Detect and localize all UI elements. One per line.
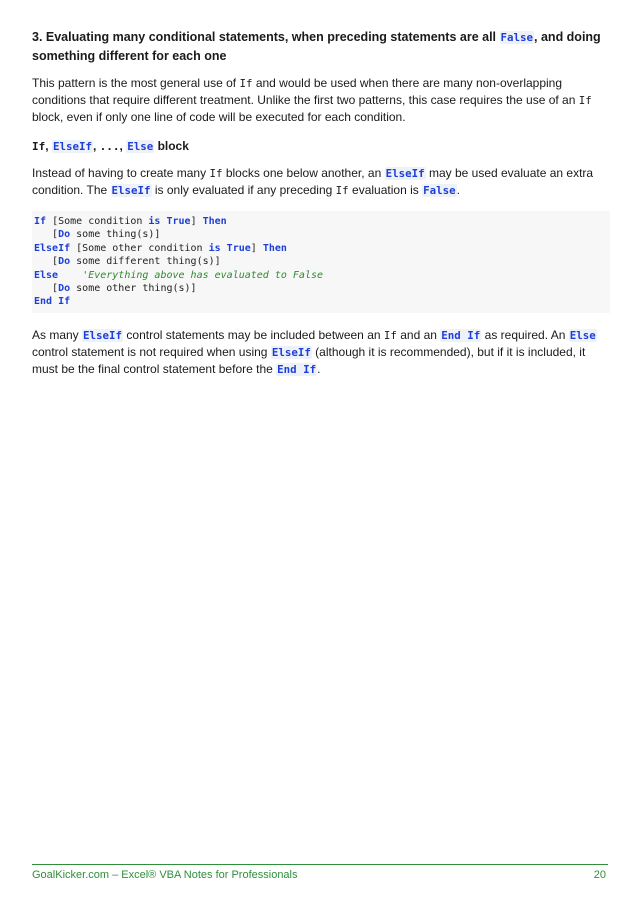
- code-block: [32, 211, 610, 313]
- footer-source: GoalKicker.com – Excel® VBA Notes for Professionals: [32, 869, 298, 881]
- code-line: [Do some other thing(s)]: [34, 283, 197, 295]
- code-comment: 'Everything above has evaluated to False: [82, 269, 324, 281]
- explanation-paragraph: Instead of having to create many If blocks one below another, an ElseIf may be used evaluate an extra condition. The ElseIf is only evaluated if any preceding If evaluation is False.: [32, 166, 594, 197]
- closing-paragraph: As many ElseIf control statements may be included between an If and an End If as required. An Else control statement is not required when using ElseIf (although it is recommended), but if it is included, it must be the final control statement before the End If.: [32, 327, 596, 376]
- subheading: If, ElseIf, ..., Else block: [32, 139, 189, 153]
- code-line: If [Some condition is True] Then: [34, 216, 227, 227]
- page-content: [32, 28, 610, 390]
- page-number: 20: [593, 869, 606, 881]
- code-line: ElseIf [Some other condition is True] Then: [34, 242, 287, 254]
- keyword-false: False: [500, 31, 534, 44]
- code-line: [Do some different thing(s)]: [34, 256, 221, 268]
- code-line: [Do some thing(s)]: [34, 229, 161, 241]
- page-footer: [32, 864, 608, 881]
- code-line: End If: [34, 296, 71, 308]
- intro-paragraph: This pattern is the most general use of If and would be used when there are many non-overlapping conditions that require different treatment. Unlike the first two patterns, this case requires the use of an If block, even if only one line of code will be executed for each condition.: [32, 76, 592, 124]
- code-line: Else 'Everything above has evaluated to False: [34, 269, 324, 281]
- section-title: 3. Evaluating many conditional statements, when preceding statements are all False, and doing something different for each one: [32, 30, 601, 63]
